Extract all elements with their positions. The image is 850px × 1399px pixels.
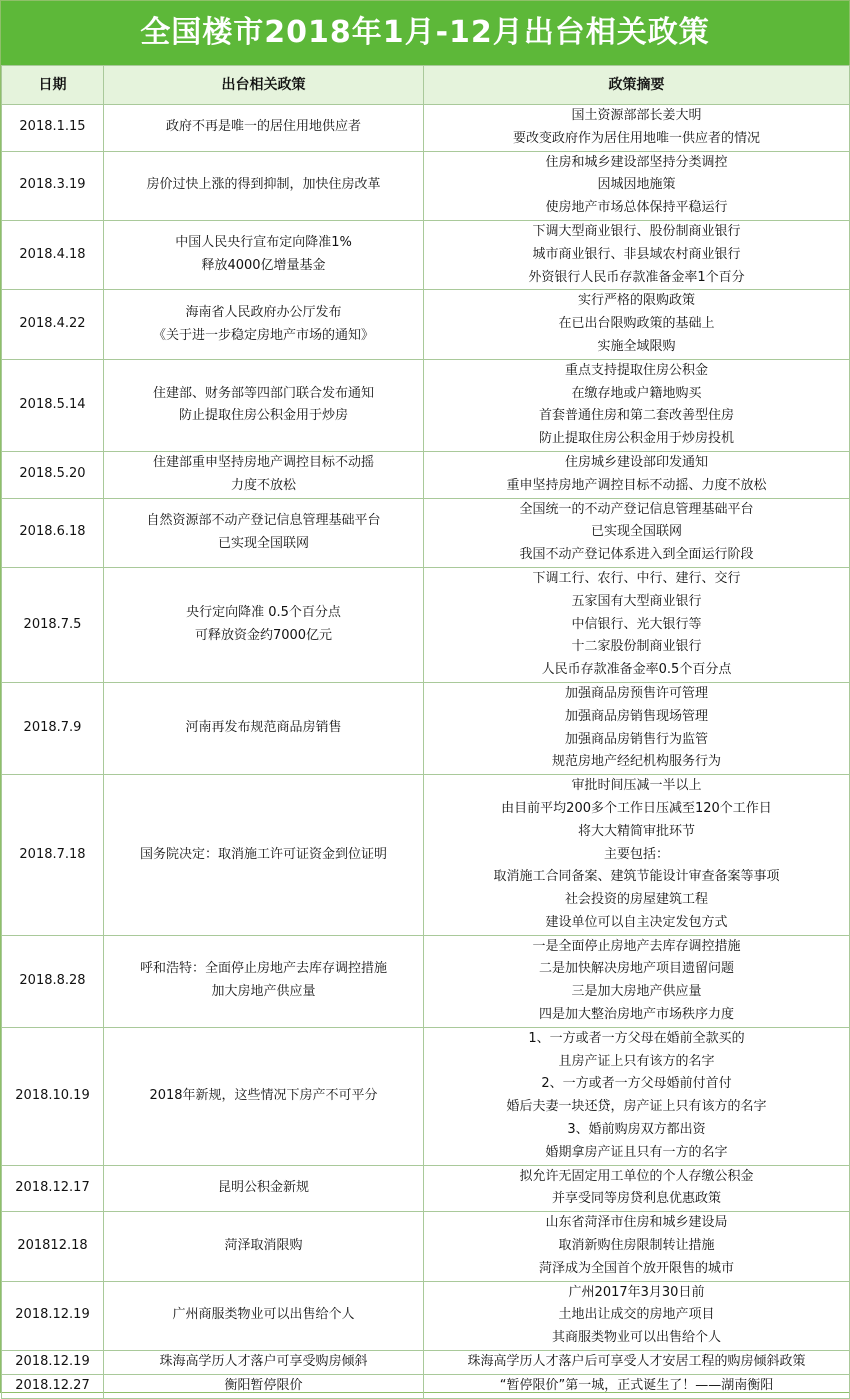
summary-line: 在已出台限购政策的基础上 — [558, 316, 715, 332]
date-cell: 2018.12.27 — [2, 1374, 104, 1398]
summary-line: 加强商品房销售现场管理 — [564, 708, 708, 724]
policy-cell — [104, 775, 424, 936]
table-row — [2, 567, 850, 682]
date-cell: 2018.6.18 — [2, 498, 104, 567]
summary-line: 其商服类物业可以出售给个人 — [551, 1330, 721, 1346]
policy-line: 住建部重申坚持房地产调控目标不动摇 — [152, 454, 374, 470]
date-cell: 2018.7.9 — [2, 682, 104, 774]
summary-line: 加强商品房销售行为监管 — [564, 731, 708, 747]
summary-cell — [424, 1212, 850, 1281]
date-cell: 2018.3.19 — [2, 151, 104, 220]
summary-line: 取消新购住房限制转让措施 — [558, 1238, 715, 1254]
summary-cell — [424, 1351, 850, 1375]
table-row — [2, 1351, 850, 1375]
summary-line: 五家国有大型商业银行 — [571, 593, 702, 609]
policy-line: 河南再发布规范商品房销售 — [185, 720, 342, 736]
table-row — [2, 359, 850, 451]
summary-line: 下调工行、农行、中行、建行、交行 — [532, 570, 741, 586]
policy-line: 政府不再是唯一的居住用地供应者 — [165, 119, 361, 135]
summary-line: 菏泽成为全国首个放开限售的城市 — [538, 1260, 734, 1276]
policy-line: 衡阳暂停限价 — [224, 1377, 303, 1393]
summary-line: 3、婚前购房双方都出资 — [567, 1122, 706, 1138]
policy-cell — [104, 935, 424, 1027]
summary-cell — [424, 1281, 850, 1350]
table-row — [2, 1027, 850, 1165]
summary-line: 山东省菏泽市住房和城乡建设局 — [545, 1215, 728, 1231]
summary-line: 住房和城乡建设部坚持分类调控 — [545, 154, 728, 170]
date-cell: 2018.7.5 — [2, 567, 104, 682]
policy-line: 央行定向降准 0.5个百分点 — [186, 605, 341, 621]
summary-line: 三是加大房地产供应量 — [571, 984, 702, 1000]
summary-line: 婚期拿房产证且只有一方的名字 — [545, 1144, 728, 1160]
date-cell: 2018.7.18 — [2, 775, 104, 936]
summary-cell — [424, 1165, 850, 1212]
summary-line: 广州2017年3月30日前 — [568, 1284, 705, 1300]
date-cell: 2018.1.15 — [2, 105, 104, 152]
policy-line: 菏泽取消限购 — [224, 1238, 303, 1254]
date-cell: 2018.4.18 — [2, 220, 104, 289]
policy-line: 广州商服类物业可以出售给个人 — [172, 1307, 355, 1323]
table-row — [2, 775, 850, 936]
policy-line: 房价过快上涨的得到抑制，加快住房改革 — [146, 177, 381, 193]
table-header-row — [2, 66, 850, 105]
table-row — [2, 1281, 850, 1350]
date-cell: 2018.5.14 — [2, 359, 104, 451]
policy-cell — [104, 1351, 424, 1375]
summary-cell — [424, 682, 850, 774]
summary-cell — [424, 498, 850, 567]
summary-line: 婚后夫妻一块还贷，房产证上只有该方的名字 — [506, 1099, 767, 1115]
policy-table — [1, 65, 850, 1399]
table-row — [2, 682, 850, 774]
summary-line: 因城因地施策 — [597, 177, 676, 193]
summary-line: 十二家股份制商业银行 — [571, 639, 702, 655]
table-row — [2, 105, 850, 152]
summary-cell — [424, 151, 850, 220]
summary-line: 要改变政府作为居住用地唯一供应者的情况 — [512, 130, 760, 146]
table-row — [2, 451, 850, 498]
summary-cell — [424, 359, 850, 451]
policy-cell — [104, 1281, 424, 1350]
date-cell: 2018.8.28 — [2, 935, 104, 1027]
date-cell: 2018.4.22 — [2, 290, 104, 359]
summary-cell — [424, 1027, 850, 1165]
summary-line: 且房产证上只有该方的名字 — [558, 1053, 715, 1069]
policy-cell — [104, 220, 424, 289]
policy-cell — [104, 1212, 424, 1281]
summary-cell — [424, 220, 850, 289]
policy-line: 自然资源部不动产登记信息管理基础平台 — [146, 512, 381, 528]
policy-cell — [104, 1165, 424, 1212]
date-cell: 2018.12.19 — [2, 1281, 104, 1350]
summary-line: 并享受同等房贷利息优惠政策 — [551, 1191, 721, 1207]
summary-line: 二是加快解决房地产项目遗留问题 — [538, 961, 734, 977]
table-body — [2, 105, 850, 1399]
policy-line: 住建部、财务部等四部门联合发布通知 — [152, 385, 374, 401]
table-row — [2, 498, 850, 567]
summary-cell — [424, 935, 850, 1027]
summary-line: 拟允许无固定用工单位的个人存缴公积金 — [519, 1168, 754, 1184]
summary-line: 首套普通住房和第二套改善型住房 — [538, 408, 734, 424]
table-row — [2, 151, 850, 220]
summary-line: 土地出让成交的房地产项目 — [558, 1307, 715, 1323]
policy-cell — [104, 1374, 424, 1398]
summary-cell — [424, 1374, 850, 1398]
summary-cell — [424, 567, 850, 682]
summary-line: 加强商品房预售许可管理 — [564, 685, 708, 701]
table-row — [2, 1212, 850, 1281]
summary-line: 使房地产市场总体保持平稳运行 — [545, 200, 728, 216]
policy-line: 《关于进一步稳定房地产市场的通知》 — [152, 327, 374, 343]
policy-line: 中国人民央行宣布定向降准1% — [175, 235, 352, 251]
policy-line: 海南省人民政府办公厅发布 — [185, 304, 342, 320]
summary-line: 社会投资的房屋建筑工程 — [564, 892, 708, 908]
summary-line: 中信银行、光大银行等 — [571, 616, 702, 632]
summary-cell — [424, 775, 850, 936]
policy-line: 加大房地产供应量 — [211, 984, 316, 1000]
date-cell: 2018.12.19 — [2, 1351, 104, 1375]
table-row — [2, 935, 850, 1027]
summary-cell — [424, 105, 850, 152]
table-row — [2, 220, 850, 289]
table-row — [2, 1374, 850, 1398]
policy-line: 已实现全国联网 — [217, 535, 309, 551]
summary-line: 城市商业银行、非县域农村商业银行 — [532, 246, 741, 262]
policy-cell — [104, 151, 424, 220]
summary-cell — [424, 290, 850, 359]
summary-line: 在缴存地或户籍地购买 — [571, 385, 702, 401]
date-cell: 201812.18 — [2, 1212, 104, 1281]
summary-line: 珠海高学历人才落户后可享受人才安居工程的购房倾斜政策 — [467, 1354, 806, 1370]
summary-line: 防止提取住房公积金用于炒房投机 — [538, 431, 734, 447]
policy-cell — [104, 105, 424, 152]
date-cell: 2018.12.17 — [2, 1165, 104, 1212]
column-header-date: 日期 — [2, 66, 104, 105]
summary-line: 全国统一的不动产登记信息管理基础平台 — [519, 501, 754, 517]
summary-line: 已实现全国联网 — [590, 524, 682, 540]
policy-cell — [104, 290, 424, 359]
policy-line: 呼和浩特：全面停止房地产去库存调控措施 — [139, 961, 387, 977]
summary-line: 外资银行人民币存款准备金率1个百分 — [528, 269, 745, 285]
summary-cell — [424, 451, 850, 498]
summary-line: 住房城乡建设部印发通知 — [564, 454, 708, 470]
summary-line: 实施全域限购 — [597, 338, 676, 354]
policy-cell — [104, 451, 424, 498]
summary-line: 由目前平均200多个工作日压减至120个工作日 — [501, 800, 772, 816]
summary-line: 国土资源部部长姜大明 — [571, 108, 702, 123]
summary-line: 1、一方或者一方父母在婚前全款买的 — [528, 1030, 745, 1046]
summary-line: 主要包括： — [603, 846, 669, 862]
date-cell: 2018.10.19 — [2, 1027, 104, 1165]
summary-line: “暂停限价”第一城，正式诞生了！——湖南衡阳 — [499, 1377, 774, 1393]
policy-line: 可释放资金约7000亿元 — [194, 627, 333, 643]
page-title: 全国楼市2018年1月-12月出台相关政策 — [1, 1, 849, 65]
summary-line: 一是全面停止房地产去库存调控措施 — [532, 938, 741, 954]
summary-line: 建设单位可以自主决定发包方式 — [545, 914, 728, 930]
summary-line: 人民币存款准备金率0.5个百分点 — [541, 662, 732, 678]
policy-line: 昆明公积金新规 — [217, 1180, 309, 1196]
policy-line: 国务院决定：取消施工许可证资金到位证明 — [139, 846, 387, 862]
summary-line: 下调大型商业银行、股份制商业银行 — [532, 223, 741, 239]
table-row — [2, 1165, 850, 1212]
column-header-summary: 政策摘要 — [424, 66, 850, 105]
policy-cell — [104, 1027, 424, 1165]
policy-line: 2018年新规，这些情况下房产不可平分 — [149, 1087, 378, 1103]
summary-line: 重申坚持房地产调控目标不动摇、力度不放松 — [506, 477, 767, 493]
date-cell: 2018.5.20 — [2, 451, 104, 498]
policy-cell — [104, 498, 424, 567]
column-header-policy: 出台相关政策 — [104, 66, 424, 105]
policy-line: 释放4000亿增量基金 — [201, 258, 326, 274]
table-row — [2, 290, 850, 359]
summary-line: 我国不动产登记体系进入到全面运行阶段 — [519, 547, 754, 563]
policy-line: 珠海高学历人才落户可享受购房倾斜 — [159, 1354, 368, 1370]
summary-line: 审批时间压减一半以上 — [571, 778, 702, 794]
policy-cell — [104, 567, 424, 682]
policy-cell — [104, 682, 424, 774]
summary-line: 实行严格的限购政策 — [577, 293, 695, 309]
policy-line: 力度不放松 — [230, 477, 296, 493]
summary-line: 规范房地产经纪机构服务行为 — [551, 754, 721, 770]
summary-line: 重点支持提取住房公积金 — [564, 362, 708, 378]
policy-cell — [104, 359, 424, 451]
summary-line: 取消施工合同备案、建筑节能设计审查备案等事项 — [493, 869, 780, 885]
summary-line: 四是加大整治房地产市场秩序力度 — [538, 1007, 734, 1023]
summary-line: 将大大精简审批环节 — [577, 823, 695, 839]
summary-line: 2、一方或者一方父母婚前付首付 — [541, 1076, 732, 1092]
policy-line: 防止提取住房公积金用于炒房 — [178, 408, 348, 424]
